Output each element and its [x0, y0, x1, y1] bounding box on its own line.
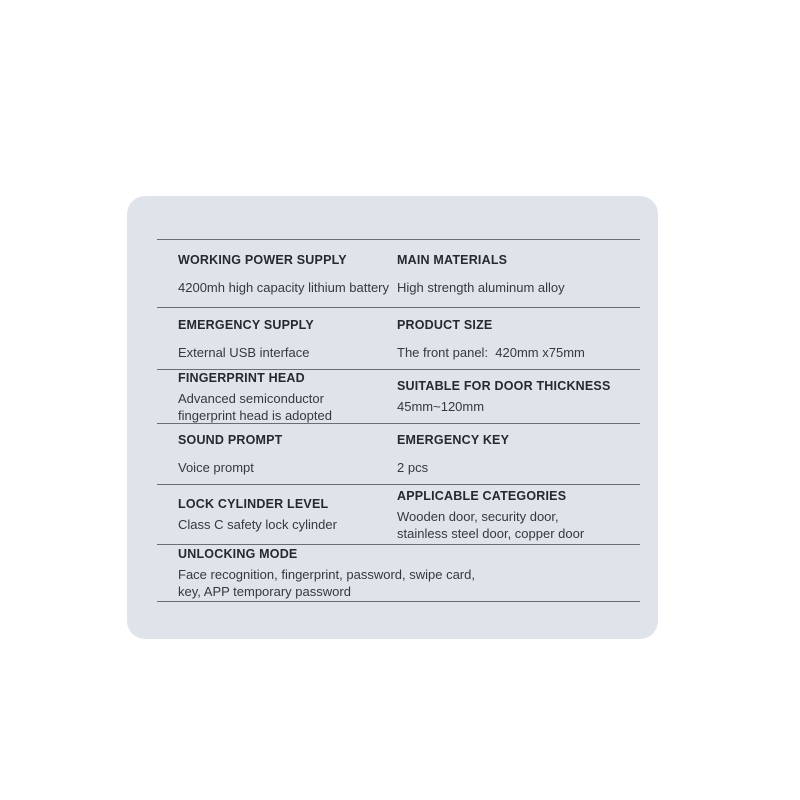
spec-value: Voice prompt [178, 460, 254, 475]
spec-title: SUITABLE FOR DOOR THICKNESS [397, 379, 611, 393]
spec-value: Class C safety lock cylinder [178, 517, 337, 532]
spec-cell-sound-prompt [157, 424, 397, 484]
spec-title: MAIN MATERIALS [397, 252, 508, 267]
spec-cell-emergency-supply [157, 308, 397, 369]
spec-cell-applicable-categories [397, 485, 640, 544]
spec-cell-emergency-key [397, 424, 640, 484]
spec-title: FINGERPRINT HEAD [178, 370, 305, 385]
spec-value: key, APP temporary password [178, 584, 351, 599]
spec-title: EMERGENCY KEY [397, 433, 510, 447]
spec-title: PRODUCT SIZE [397, 317, 493, 332]
spec-card [127, 196, 658, 639]
spec-table [157, 239, 640, 602]
spec-cell-product-size [397, 308, 640, 369]
spec-value: Face recognition, fingerprint, password, swipe card, [178, 567, 475, 582]
spec-row-power-materials [157, 239, 640, 307]
spec-value: 4200mh high capacity lithium battery [178, 279, 390, 295]
spec-cell-working-power-supply [157, 240, 397, 307]
spec-title: EMERGENCY SUPPLY [178, 317, 314, 332]
spec-value: The front panel: 420mm x75mm [397, 344, 585, 360]
spec-title: WORKING POWER SUPPLY [178, 252, 347, 267]
spec-cell-lock-cylinder-level [157, 485, 397, 544]
spec-title: APPLICABLE CATEGORIES [397, 488, 567, 503]
spec-title: SOUND PROMPT [178, 433, 283, 447]
spec-value: stainless steel door, copper door [397, 525, 585, 541]
spec-value: High strength aluminum alloy [397, 279, 565, 295]
spec-value: Wooden door, security door, [397, 508, 559, 524]
spec-value: fingerprint head is adopted [178, 407, 332, 423]
spec-title: LOCK CYLINDER LEVEL [178, 497, 329, 511]
spec-row-sound-key [157, 423, 640, 484]
spec-value: External USB interface [178, 344, 310, 360]
spec-value: 2 pcs [397, 460, 429, 475]
spec-cell-main-materials [397, 240, 640, 307]
spec-value: 45mm~120mm [397, 399, 485, 414]
spec-cell-door-thickness [397, 370, 640, 423]
spec-title: UNLOCKING MODE [178, 547, 298, 561]
spec-value: Advanced semiconductor [178, 390, 324, 406]
spec-row-cylinder-categories [157, 484, 640, 544]
spec-row-unlocking-mode [157, 544, 640, 602]
spec-cell-unlocking-mode [157, 545, 640, 601]
spec-row-supply-size [157, 307, 640, 369]
spec-row-fingerprint-thickness [157, 369, 640, 423]
spec-cell-fingerprint-head [157, 370, 397, 423]
